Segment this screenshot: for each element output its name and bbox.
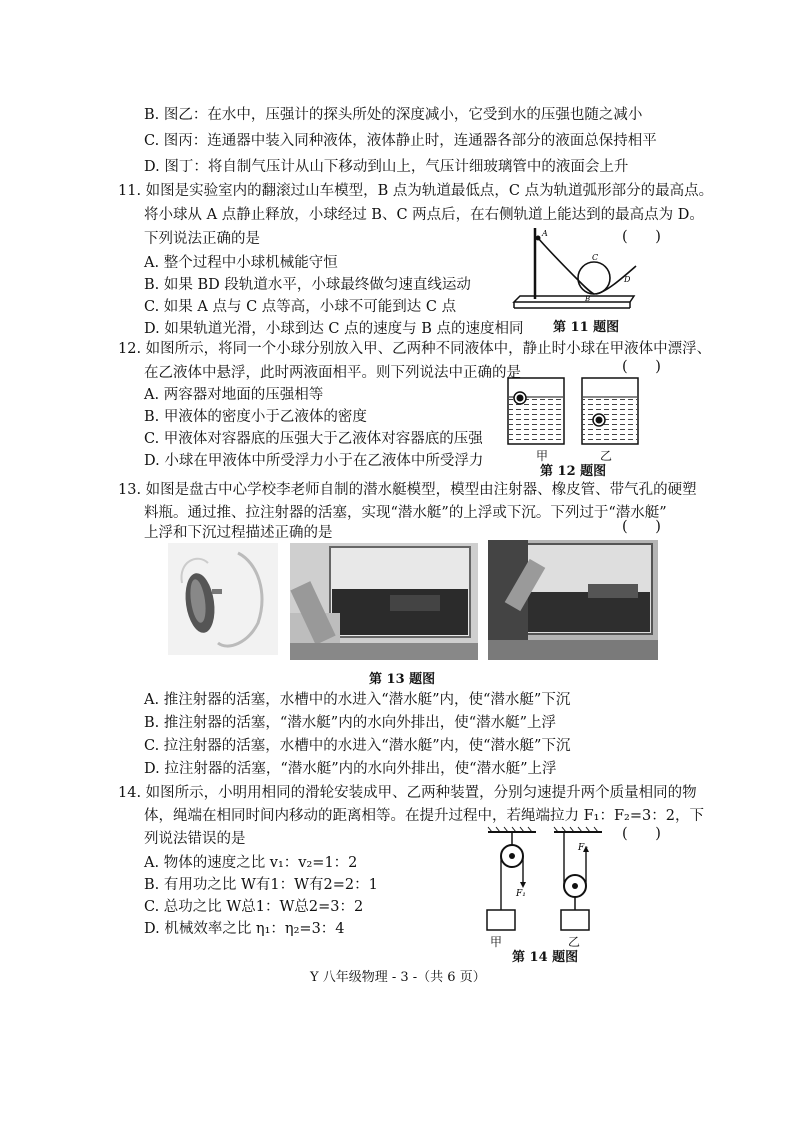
- q14-stem-line3: 列说法错误的是: [144, 831, 246, 847]
- q13-stem-line3: 上浮和下沉过程描述正确的是: [144, 525, 333, 541]
- q14-option-c: C. 总功之比 W总1：W总2=3：2: [144, 899, 364, 915]
- q13-stem-line1: 13. 如图是盘古中心学校李老师自制的潜水艇模型，模型由注射器、橡皮管、带气孔的硬塑: [118, 482, 697, 498]
- q11-roller-coaster-figure: [510, 222, 645, 314]
- q12-option-c: C. 甲液体对容器底的压强大于乙液体对容器底的压强: [144, 431, 483, 447]
- q11-fig-label-c: C: [592, 253, 599, 262]
- q11-option-b: B. 如果 BD 段轨道水平，小球最终做匀速直线运动: [144, 277, 471, 293]
- q14-option-d: D. 机械效率之比 η₁：η₂=3：4: [144, 921, 345, 937]
- q14-option-b: B. 有用功之比 W有1：W有2=2：1: [144, 877, 378, 893]
- q13-option-c: C. 拉注射器的活塞，水槽中的水进入“潜水艇”内，使“潜水艇”下沉: [144, 738, 571, 754]
- q12-option-b: B. 甲液体的密度小于乙液体的密度: [144, 409, 367, 425]
- q12-option-a: A. 两容器对地面的压强相等: [144, 387, 324, 403]
- q13-answer-bracket: ( ): [622, 519, 661, 535]
- q13-option-a: A. 推注射器的活塞，水槽中的水进入“潜水艇”内，使“潜水艇”下沉: [144, 692, 571, 708]
- q14-option-a: A. 物体的速度之比 v₁：v₂=1：2: [144, 855, 358, 871]
- q12-label-yi: 乙: [600, 449, 613, 463]
- q14-answer-bracket: ( ): [622, 826, 661, 842]
- q10-option-b: B. 图乙：在水中，压强计的探头所处的深度减小，它受到水的压强也随之减小: [144, 107, 643, 123]
- q13-figure-caption: 第 13 题图: [369, 672, 436, 687]
- q13-option-d: D. 拉注射器的活塞，“潜水艇”内的水向外排出，使“潜水艇”上浮: [144, 761, 557, 777]
- q13-photo-submarine-model: [168, 543, 278, 655]
- q11-stem-line1: 11. 如图是实验室内的翻滚过山车模型，B 点为轨道最低点，C 点为轨道弧形部分的最高点。: [118, 183, 714, 199]
- q14-stem-line1: 14. 如图所示，小明用相同的滑轮安装成甲、乙两种装置，分别匀速提升两个质量相同的物: [118, 785, 697, 801]
- q12-option-d: D. 小球在甲液体中所受浮力小于在乙液体中所受浮力: [144, 453, 484, 469]
- q14-pulley-figure: [478, 826, 628, 938]
- q12-stem-line1: 12. 如图所示，将同一个小球分别放入甲、乙两种不同液体中，静止时小球在甲液体中漂浮、: [118, 341, 712, 357]
- q14-label-yi: 乙: [568, 935, 581, 949]
- q11-fig-label-a: A: [542, 229, 548, 238]
- q11-stem-line2: 将小球从 A 点静止释放，小球经过 B、C 两点后，在右侧轨道上能达到的最高点为 D。: [144, 207, 704, 223]
- q14-figure-caption: 第 14 题图: [512, 950, 579, 965]
- q14-label-jia: 甲: [490, 935, 503, 949]
- q12-stem-line2: 在乙液体中悬浮，此时两液面相平。则下列说法中正确的是: [144, 365, 521, 381]
- q11-option-d: D. 如果轨道光滑，小球到达 C 点的速度与 B 点的速度相同: [144, 321, 524, 337]
- q14-fig-label-f1: F₁: [516, 889, 526, 899]
- q11-option-c: C. 如果 A 点与 C 点等高，小球不可能到达 C 点: [144, 299, 457, 315]
- page-footer: Y 八年级物理 - 3 -（共 6 页）: [310, 970, 486, 985]
- q13-photo-pull-syringe: [488, 540, 658, 660]
- q13-option-b: B. 推注射器的活塞，“潜水艇”内的水向外排出，使“潜水艇”上浮: [144, 715, 557, 731]
- q12-figure-caption: 第 12 题图: [540, 464, 607, 479]
- q12-label-jia: 甲: [536, 449, 549, 463]
- q10-option-c: C. 图丙：连通器中装入同种液体，液体静止时，连通器各部分的液面总保持相平: [144, 133, 657, 149]
- q13-stem-line2: 料瓶。通过推、拉注射器的活塞，实现“潜水艇”的上浮或下沉。下列过于“潜水艇”: [144, 505, 667, 521]
- q10-option-d: D. 图丁：将自制气压计从山下移动到山上，气压计细玻璃管中的液面会上升: [144, 159, 629, 175]
- q14-stem-line2: 体，绳端在相同时间内移动的距离相等。在提升过程中，若绳端拉力 F₁：F₂=3：2，下: [144, 808, 704, 824]
- q11-answer-bracket: ( ): [622, 229, 661, 245]
- q11-stem-line3: 下列说法正确的是: [144, 231, 260, 247]
- q11-fig-label-b: B: [585, 295, 591, 303]
- q11-fig-label-d: D: [624, 275, 631, 284]
- q12-containers-figure: [500, 372, 645, 452]
- q11-figure-caption: 第 11 题图: [553, 320, 620, 335]
- q11-option-a: A. 整个过程中小球机械能守恒: [144, 255, 338, 271]
- q14-fig-label-f2: F₂: [578, 843, 588, 853]
- q13-photo-push-syringe: [290, 543, 478, 660]
- q12-answer-bracket: ( ): [622, 359, 661, 375]
